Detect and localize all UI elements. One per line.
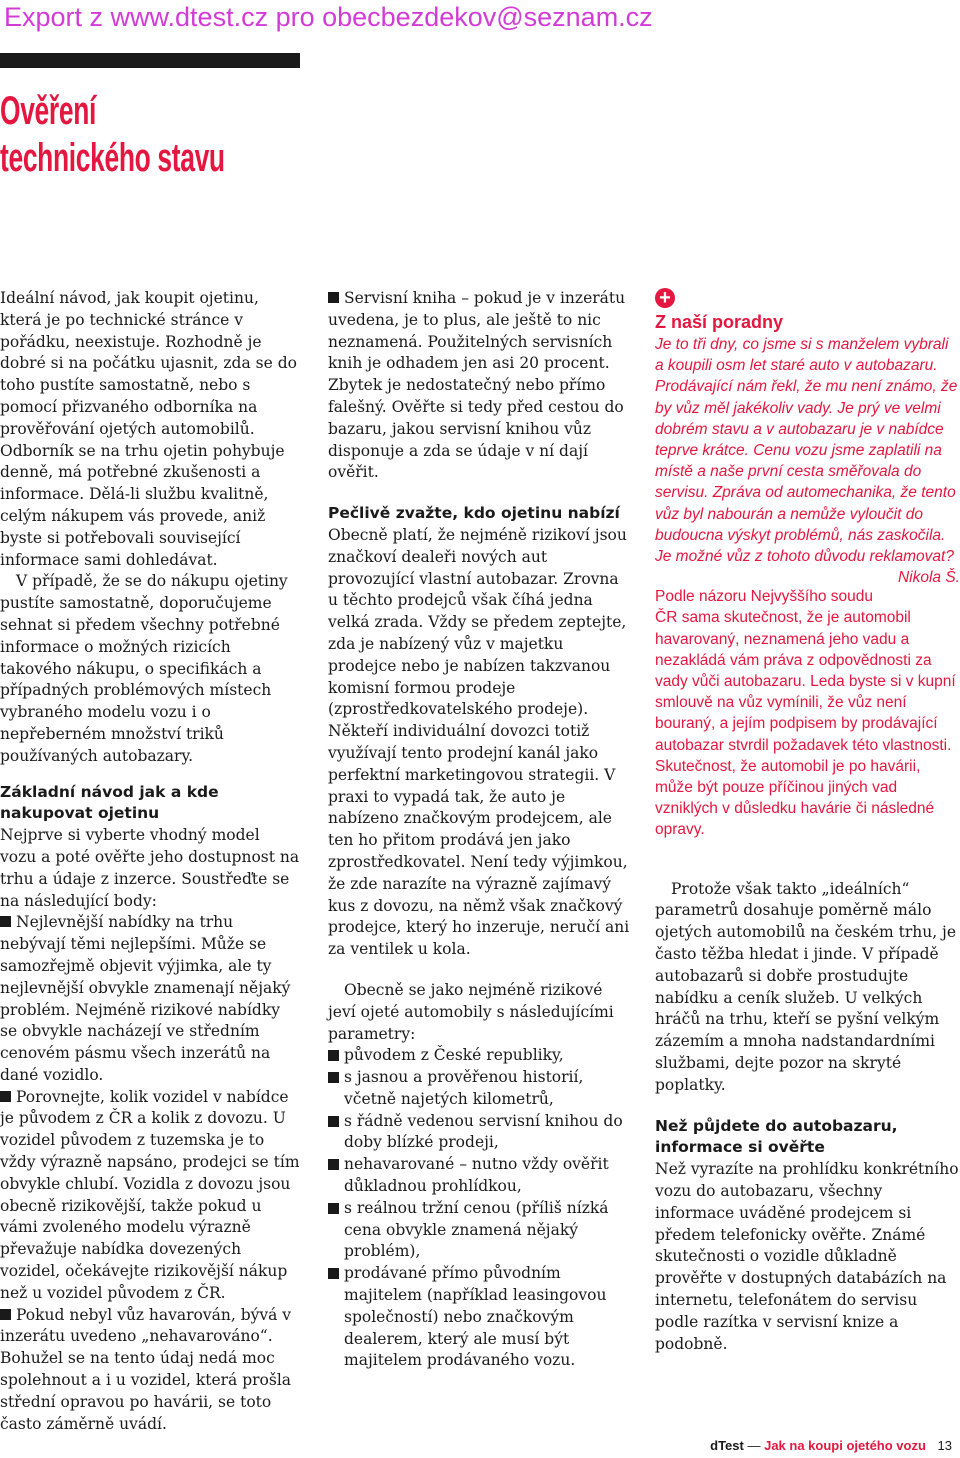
advice-question-text: Je to tři dny, co jsme si s manželem vybrali a koupili osm let staré auto v autobazaru. Prodávající nám řekl, že mu není známo, že by vůz měl jakékoliv vady. Je prý ve velmi dobrém stavu a v autobazaru je v nabídce teprve krátce. Cenu vozu jsme zaplatili na místě a naše první cesta směřovala do servisu. Zpráva od automechanika, že tento vůz byl nabourán a nemůže vyloučit do budoucna výskyt problémů, nás zaskočila. Je možné vůz z tohoto důvodu reklamovat? xyxy=(655,336,958,566)
page-number: 13 xyxy=(937,1438,952,1453)
list-item: nehavarované – nutno vždy ověřit důkladnou prohlídkou, xyxy=(328,1154,633,1198)
section-heading: Než půjdete do autobazaru, informace si ověřte xyxy=(655,1116,898,1157)
bullet-text: Porovnejte, kolik vozidel v nabídce je původem z ČR a kolik z dovozu. U vozidel původem z tuzemska je to vždy výrazně napsáno, prodejci se tím obvykle chlubí. Vozidla z dovozu jsou obecně rizikovější, takže pokud u vámi zvoleného modelu výrazně převažuje nabídka dovezených vozidel, očekávejte rizikovější nákup než u vozidel původem z ČR. xyxy=(0,1087,300,1302)
footer-dash: — xyxy=(747,1438,761,1453)
paragraph: Nejprve si vyberte vhodný model vozu a poté ověřte jeho dostupnost na trhu a údaje z inzerce. Soustřeďte se na následující body: xyxy=(0,826,300,910)
paragraph: Než vyrazíte na prohlídku konkrétního vozu do autobazaru, všechny informace uváděné prodejcem si předem telefonicky ověřte. Známé skutečnosti o vozidle důkladně prověřte v dostupných databázích na internetu, telefonátem do servisu podle razítka v servisní knize a podobně. xyxy=(655,1160,959,1353)
advice-signature: Nikola Š. xyxy=(897,569,960,587)
footer-section: Jak na koupi ojetého vozu xyxy=(764,1438,926,1453)
paragraph: Obecně platí, že nejméně rizikoví jsou značkoví dealeři nových aut provozující vlastní autobazar. Zrovna u těchto prodejců však číhá jedna velká zrada. Vždy se předem zeptejte, zda je nabízený vůz v majetku prodejce nebo je nabízen takzvanou komisní formou prodeje (zprostředkovatelského prodeje). Někteří individuální dovozci totiž využívají tento prodejní kanál jako perfektní marketingovou strategii. V praxi to vypadá tak, že auto je nabízeno značkovým prodejcem, ale ten ho přitom prodává jen jako zprostředkovatel. Není tedy výjimkou, že zde narazíte na výrazně zajímavý kus z dovozu, na němž však značkový prodejce, který ho inzeruje, neručí ani za ventilek u kola. xyxy=(328,525,630,959)
paragraph: V případě, že se do nákupu ojetiny pustíte samostatně, doporučujeme sehnat si předem všechny potřebné informace o možných rizicích takového nákupu, o specifikách a případných problémových místech vybraného modelu vozu i o nepřeberném množství triků používaných autobazary. xyxy=(0,572,288,765)
page-footer xyxy=(710,1438,952,1453)
bullet-paragraph xyxy=(0,912,300,1086)
criteria-list xyxy=(328,1045,633,1372)
page-title xyxy=(0,88,225,182)
plus-circle-icon: + xyxy=(655,288,675,308)
bullet-text: Pokud nebyl vůz havarován, bývá v inzerátu uvedeno „nehavarováno“. Bohužel se na tento údaj nedá moc spolehnout a i u vozidel, která prošla střední opravou po havárii, se toto často záměrně uvádí. xyxy=(0,1305,292,1433)
intro-paragraph: Ideální návod, jak koupit ojetinu, která je po technické stránce v pořádku, neexistuje. Rozhodně je dobré si na počátku ujasnit, zda se do toho pustíte samostatně, nebo s pomocí přizvaného odborníka na prověřování ojetých automobilů. Odborník se na trhu ojetin pohybuje denně, má potřebné zkušenosti a informace. Dělá-li službu kvalitně, celým nákupem vás provede, aniž byste si potřebovali související informace sami dohledávat. xyxy=(0,289,297,569)
title-bar xyxy=(0,53,300,68)
bullet-paragraph xyxy=(0,1087,300,1305)
advice-heading: Z naší poradny xyxy=(655,312,784,332)
bullet-text: Nejlevnější nabídky na trhu nebývají těmi nejlepšími. Může se samozřejmě objevit výjimka, ale ty nejlevnější obvykle znamenají nějaký problém. Nejméně rizikové nabídky se obvykle nacházejí ve středním cenovém pásmu všech inzerátů na dané vozidlo. xyxy=(0,913,291,1084)
bullet-text: Servisní kniha – pokud je v inzerátu uvedena, je to plus, ale ještě to nic neznamená. Použitelných servisních knih je odhadem jen asi 20 procent. Zbytek je nedostatečný nebo přímo falešný. Ověřte si tedy před cestou do bazaru, jakou servisní knihou vůz disponuje a zda se údaje v ní dají ověřit. xyxy=(328,289,626,482)
paragraph: Protože však takto „ideálních“ parametrů dosahuje poměrně málo ojetých automobilů na českém trhu, je často těžba hledat i jinde. V případě autobazarů si dobře prostudujte nabídku a ceník služeb. U velkých hráčů na trhu, kteří se pyšní velkým zázemím a mnoha nadstandardními službami, dejte pozor na skryté poplatky. xyxy=(655,879,957,1094)
list-item: s řádně vedenou servisní knihou do doby blízké prodeji, xyxy=(328,1111,633,1155)
list-item: původem z České republiky, xyxy=(328,1045,633,1067)
advice-answer: Podle názoru Nejvyššího soudu ČR sama skutečnost, že je automobil havarovaný, neznamená jeho vadu a nezakládá vám práva z odpovědnosti za vady vůči autobazaru. Leda byste si v kupní smlouvě na vůz vymínili, že vůz není bouraný, a jejím podpisem by prodávající autobazar stvrdil požadavek této vlastnosti. Skutečnost, že automobil je po havárii, může být pouze příčinou jiných vad vzniklých v důsledku havárie či následné opravy. xyxy=(655,588,956,839)
title-line-2: technického stavu xyxy=(0,136,225,180)
section-heading: Základní návod jak a kde nakupovat ojetinu xyxy=(0,782,219,823)
advice-question xyxy=(655,334,960,587)
section-heading: Pečlivě zvažte, kdo ojetinu nabízí xyxy=(328,504,620,523)
column-1 xyxy=(0,288,300,1435)
bullet-paragraph xyxy=(328,288,633,484)
column-2 xyxy=(328,288,633,1372)
list-item: prodávané přímo původním majitelem (například leasingovou společností) nebo značkovým dealerem, který ale musí být majitelem prodávaného vozu. xyxy=(328,1263,633,1372)
column-3 xyxy=(655,288,960,1355)
list-item: s jasnou a prověřenou historií, včetně najetých kilometrů, xyxy=(328,1067,633,1111)
export-watermark: Export z www.dtest.cz pro obecbezdekov@seznam.cz xyxy=(4,2,653,32)
title-line-1: Ověření xyxy=(0,89,97,133)
bullet-paragraph xyxy=(0,1305,300,1436)
footer-brand: dTest xyxy=(710,1438,744,1453)
list-item: s reálnou tržní cenou (příliš nízká cena obvykle znamená nějaký problém), xyxy=(328,1198,633,1263)
paragraph: Obecně se jako nejméně rizikové jeví ojeté automobily s následujícími parametry: xyxy=(328,980,614,1043)
